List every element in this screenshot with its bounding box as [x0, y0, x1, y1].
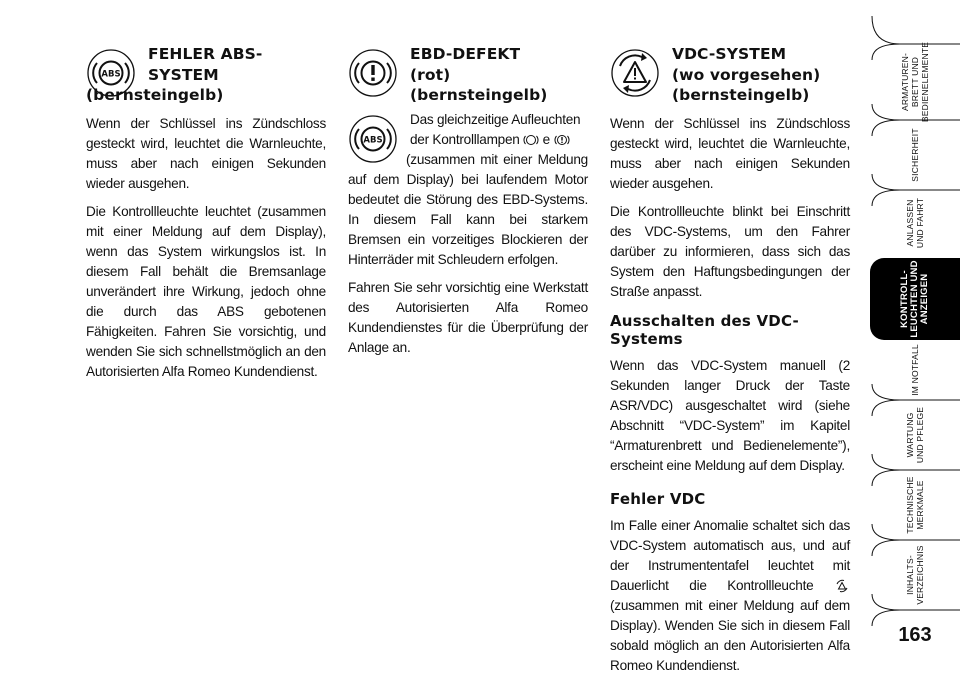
ebd-paragraph: Fahren Sie sehr vorsichtig eine Werkstatt des Autorisierten Alfa Romeo Kundendienstes für die Überprüfung der Anlage an.	[348, 280, 588, 355]
abs-icon-text: ABS	[101, 69, 121, 80]
column-abs	[86, 40, 326, 390]
brake-warning-icon	[348, 48, 398, 98]
ebd-header	[348, 40, 588, 110]
vdc-paragraph: Wenn der Schlüssel ins Zündschloss gesteckt wird, leuchtet die Warnleuchte, muss aber nach einigen Sekunden wieder ausgehen.	[610, 116, 850, 191]
ebd-intro-text: Das gleichzeitige Aufleuchten der Kontrolllampen	[410, 112, 581, 147]
chapter-sidebar	[870, 0, 960, 692]
column-ebd	[348, 40, 588, 366]
vdc-fault-text: Im Falle einer Anomalie schaltet sich das VDC-System automatisch aus, und auf der Instrumententafel leuchtet mit Dauerlicht die Kontrollleuchte	[610, 518, 850, 593]
abs-icon-text: ABS	[363, 135, 383, 146]
ebd-intro-continued: (zusammen mit einer Meldung auf dem Display) bei laufendem Motor bedeutet die Störung des EBD-Systems. In diesem Fall kann bei starkem Bremsen ein vorzeitiges Blockieren der Hinterräder mit Schleudern erfolgen.	[348, 152, 588, 267]
vdc-off-paragraph: Wenn das VDC-System manuell (2 Sekunden langer Druck der Taste ASR/VDC) ausgeschaltet wird (siehe Abschnitt “VDC-System” im Kapitel “Armaturenbrett und Bedienelemente”), erscheint eine Meldung auf dem Display.	[610, 358, 850, 473]
vdc-off-heading: Ausschalten des VDC-Systems	[610, 312, 799, 348]
ebd-title	[410, 44, 547, 106]
ebd-intro	[348, 110, 588, 270]
abs-small-icon	[523, 133, 539, 147]
tab-wartung[interactable]	[870, 400, 960, 470]
vdc-small-icon	[834, 579, 850, 593]
tab-label: ANLASSEN UND FAHRT	[905, 197, 925, 249]
abs-header	[86, 40, 326, 110]
vdc-title-line: VDC-SYSTEM	[672, 45, 787, 63]
vdc-fault-paragraph	[610, 516, 850, 676]
vdc-fault-heading: Fehler VDC	[610, 490, 706, 508]
tab-anlassen[interactable]	[870, 190, 960, 256]
tab-label: IM NOTFALL	[910, 344, 920, 396]
vdc-warning-icon	[610, 48, 660, 98]
vdc-title	[672, 44, 820, 106]
abs-title	[86, 44, 263, 106]
tab-armaturenbrett[interactable]	[870, 41, 960, 123]
vdc-fault-text: (zusammen mit einer Meldung auf dem Display). Wenden Sie sich in diesem Fall sobald möglich an den Autorisierten Alfa Romeo Kundendienst.	[610, 598, 850, 673]
column-vdc	[610, 40, 850, 684]
abs-title-line: (bernsteingelb)	[86, 86, 224, 104]
tab-im-notfall[interactable]	[870, 340, 960, 400]
abs-title-line: SYSTEM	[148, 65, 219, 84]
tab-kontrollleuchten[interactable]	[870, 258, 960, 340]
tab-label: TECHNISCHE MERKMALE	[905, 476, 925, 534]
tab-label: KONTROLL- LEUCHTEN UND ANZEIGEN	[899, 260, 930, 338]
tab-label: ARMATUREN- BRETT UND BEDIENELEMENTE	[900, 41, 930, 123]
ebd-title-line: (bernsteingelb)	[410, 86, 548, 104]
tab-inhaltsverzeichnis[interactable]	[870, 540, 960, 610]
abs-paragraph: Wenn der Schlüssel ins Zündschloss gesteckt wird, leuchtet die Warnleuchte, muss aber nach einigen Sekunden wieder ausgehen.	[86, 116, 326, 191]
tab-label: WARTUNG UND PFLEGE	[905, 406, 925, 464]
tab-technische-merkmale[interactable]	[870, 470, 960, 540]
abs-warning-icon	[348, 114, 398, 164]
page-number: 163	[898, 624, 932, 646]
tab-sicherheit[interactable]	[870, 120, 960, 190]
ebd-intro-and: e	[542, 132, 550, 147]
abs-title-line: FEHLER ABS-	[148, 45, 263, 63]
ebd-title-line: (rot)	[410, 65, 451, 84]
tab-label: INHALTS- VERZEICHNIS	[905, 545, 925, 605]
vdc-paragraph: Die Kontrollleuchte blinkt bei Einschritt des VDC-Systems, um den Fahrer darüber zu informieren, dass sich das System den Haftungsbedingungen der Straße anpasst.	[610, 204, 850, 299]
vdc-title-line: (bernsteingelb)	[672, 86, 810, 104]
brake-small-icon	[554, 133, 570, 147]
tab-label: SICHERHEIT	[910, 128, 920, 182]
abs-paragraph: Die Kontrollleuchte leuchtet (zusammen mit einer Meldung auf dem Display), wenn das System wirkungslos ist. In diesem Fall behält die Bremsanlage unverändert ihre Wirkung, jedoch ohne die durch das ABS gebotenen Fähigkeiten. Fahren Sie vorsichtig, und wenden Sie sich schnellstmöglich an den Autorisierten Alfa Romeo Kundendienst.	[86, 204, 326, 379]
ebd-title-line: EBD-DEFEKT	[410, 45, 521, 63]
vdc-header	[610, 40, 850, 110]
vdc-title-line: (wo vorgesehen)	[672, 65, 821, 84]
